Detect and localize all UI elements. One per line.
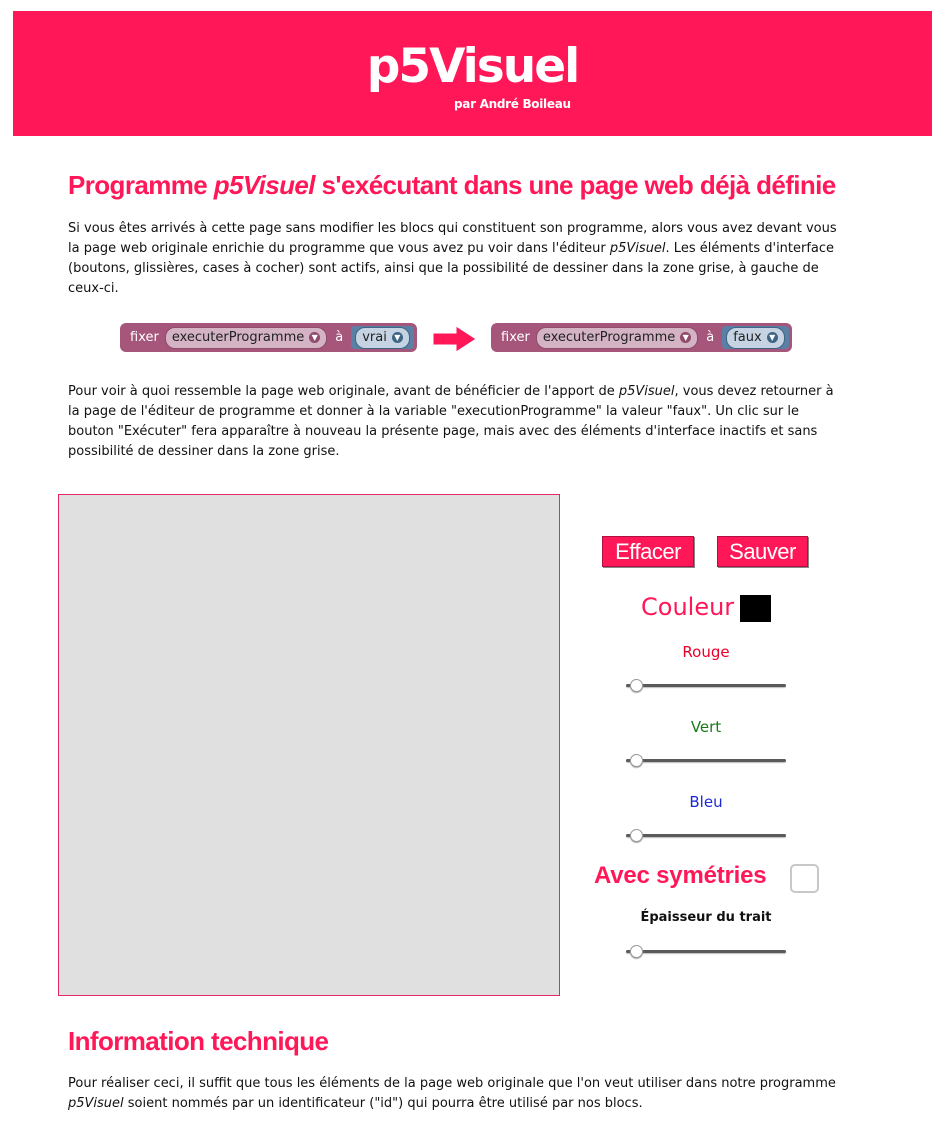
chevron-down-icon: ▼ [680, 332, 691, 343]
value-slot [351, 326, 414, 349]
chevron-down-icon: ▼ [392, 332, 403, 343]
color-swatch [740, 595, 771, 622]
variable-dropdown [536, 327, 698, 349]
block-a: à [706, 330, 715, 345]
site-author: par André Boileau [454, 97, 571, 111]
value-dropdown [726, 327, 784, 349]
info-title: Information technique [68, 1026, 329, 1056]
explanation-text-a: Pour voir à quoi ressemble la page web originale, avant de bénéficier de l'apport de [68, 384, 619, 399]
bleu-slider[interactable] [626, 830, 786, 842]
info-paragraph [68, 1074, 848, 1114]
header-banner [13, 11, 932, 136]
info-text-a: Pour réaliser ceci, il suffit que tous les éléments de la page web originale que l'on veut utiliser dans notre programme [68, 1076, 836, 1091]
drawing-canvas[interactable] [58, 494, 560, 996]
value-dropdown [355, 327, 410, 349]
chevron-down-icon: ▼ [767, 332, 778, 343]
explanation-paragraph [68, 382, 848, 462]
bleu-label: Bleu [689, 793, 723, 811]
chevron-down-icon: ▼ [309, 332, 320, 343]
rouge-label: Rouge [682, 643, 730, 661]
value-slot [722, 326, 788, 349]
slider-thumb[interactable] [630, 945, 643, 958]
sauver-button[interactable]: Sauver [717, 536, 808, 567]
section-title-pre: Programme [68, 170, 214, 200]
explanation-text-em: p5Visuel [618, 384, 675, 399]
vert-slider[interactable] [626, 755, 786, 767]
couleur-label: Couleur [641, 593, 735, 621]
intro-text-a: Si vous êtes arrivés à cette page sans modifier les blocs qui constituent son programme, alors vous avez devant vous la page web originale enrichie du programme que vous avez pu voir dans l'éditeur [68, 221, 837, 256]
section-title [68, 170, 836, 201]
intro-paragraph [68, 219, 848, 299]
value-label: vrai [362, 330, 387, 345]
value-label: faux [733, 330, 762, 345]
site-title: p5Visuel [366, 39, 579, 94]
symetries-label: Avec symétries [594, 862, 767, 889]
slider-track [626, 834, 786, 837]
slider-thumb[interactable] [630, 829, 643, 842]
rouge-slider[interactable] [626, 680, 786, 692]
block-fixer-faux [491, 323, 792, 352]
epaisseur-label: Épaisseur du trait [640, 910, 772, 925]
slider-track [626, 759, 786, 762]
slider-track [626, 684, 786, 687]
symetries-checkbox[interactable] [790, 864, 819, 893]
slider-thumb[interactable] [630, 754, 643, 767]
block-keyword: fixer [501, 330, 530, 345]
intro-text-em: p5Visuel [609, 241, 666, 256]
explanation-text-b: , vous devez retourner à la page de l'éditeur de programme et donner à la variable "executionProgramme" la valeur "faux". Un clic sur le bouton "Exécuter" fera apparaître à nouveau la présente page, mais avec des éléments d'interface inactifs et sans possibilité de dessiner dans la zone grise. [68, 384, 834, 459]
slider-thumb[interactable] [630, 679, 643, 692]
section-title-post: s'exécutant dans une page web déjà définie [314, 170, 836, 200]
effacer-button[interactable]: Effacer [602, 536, 694, 567]
variable-name: executerProgramme [542, 330, 676, 345]
variable-name: executerProgramme [171, 330, 305, 345]
section-title-em: p5Visuel [213, 170, 315, 200]
block-fixer-vrai [120, 323, 417, 352]
slider-track [626, 950, 786, 953]
vert-label: Vert [690, 718, 722, 736]
block-a: à [335, 330, 344, 345]
arrow-right-icon [432, 325, 477, 353]
block-keyword: fixer [130, 330, 159, 345]
variable-dropdown [165, 327, 327, 349]
epaisseur-slider[interactable] [626, 946, 786, 958]
info-text-em: p5Visuel [68, 1096, 124, 1111]
intro-text-b: . Les éléments d'interface (boutons, glissières, cases à cocher) sont actifs, ainsi que la possibilité de dessiner dans la zone grise, à gauche de ceux-ci. [68, 241, 835, 296]
info-text-b: soient nommés par un identificateur ("id") qui pourra être utilisé par nos blocs. [123, 1096, 643, 1111]
